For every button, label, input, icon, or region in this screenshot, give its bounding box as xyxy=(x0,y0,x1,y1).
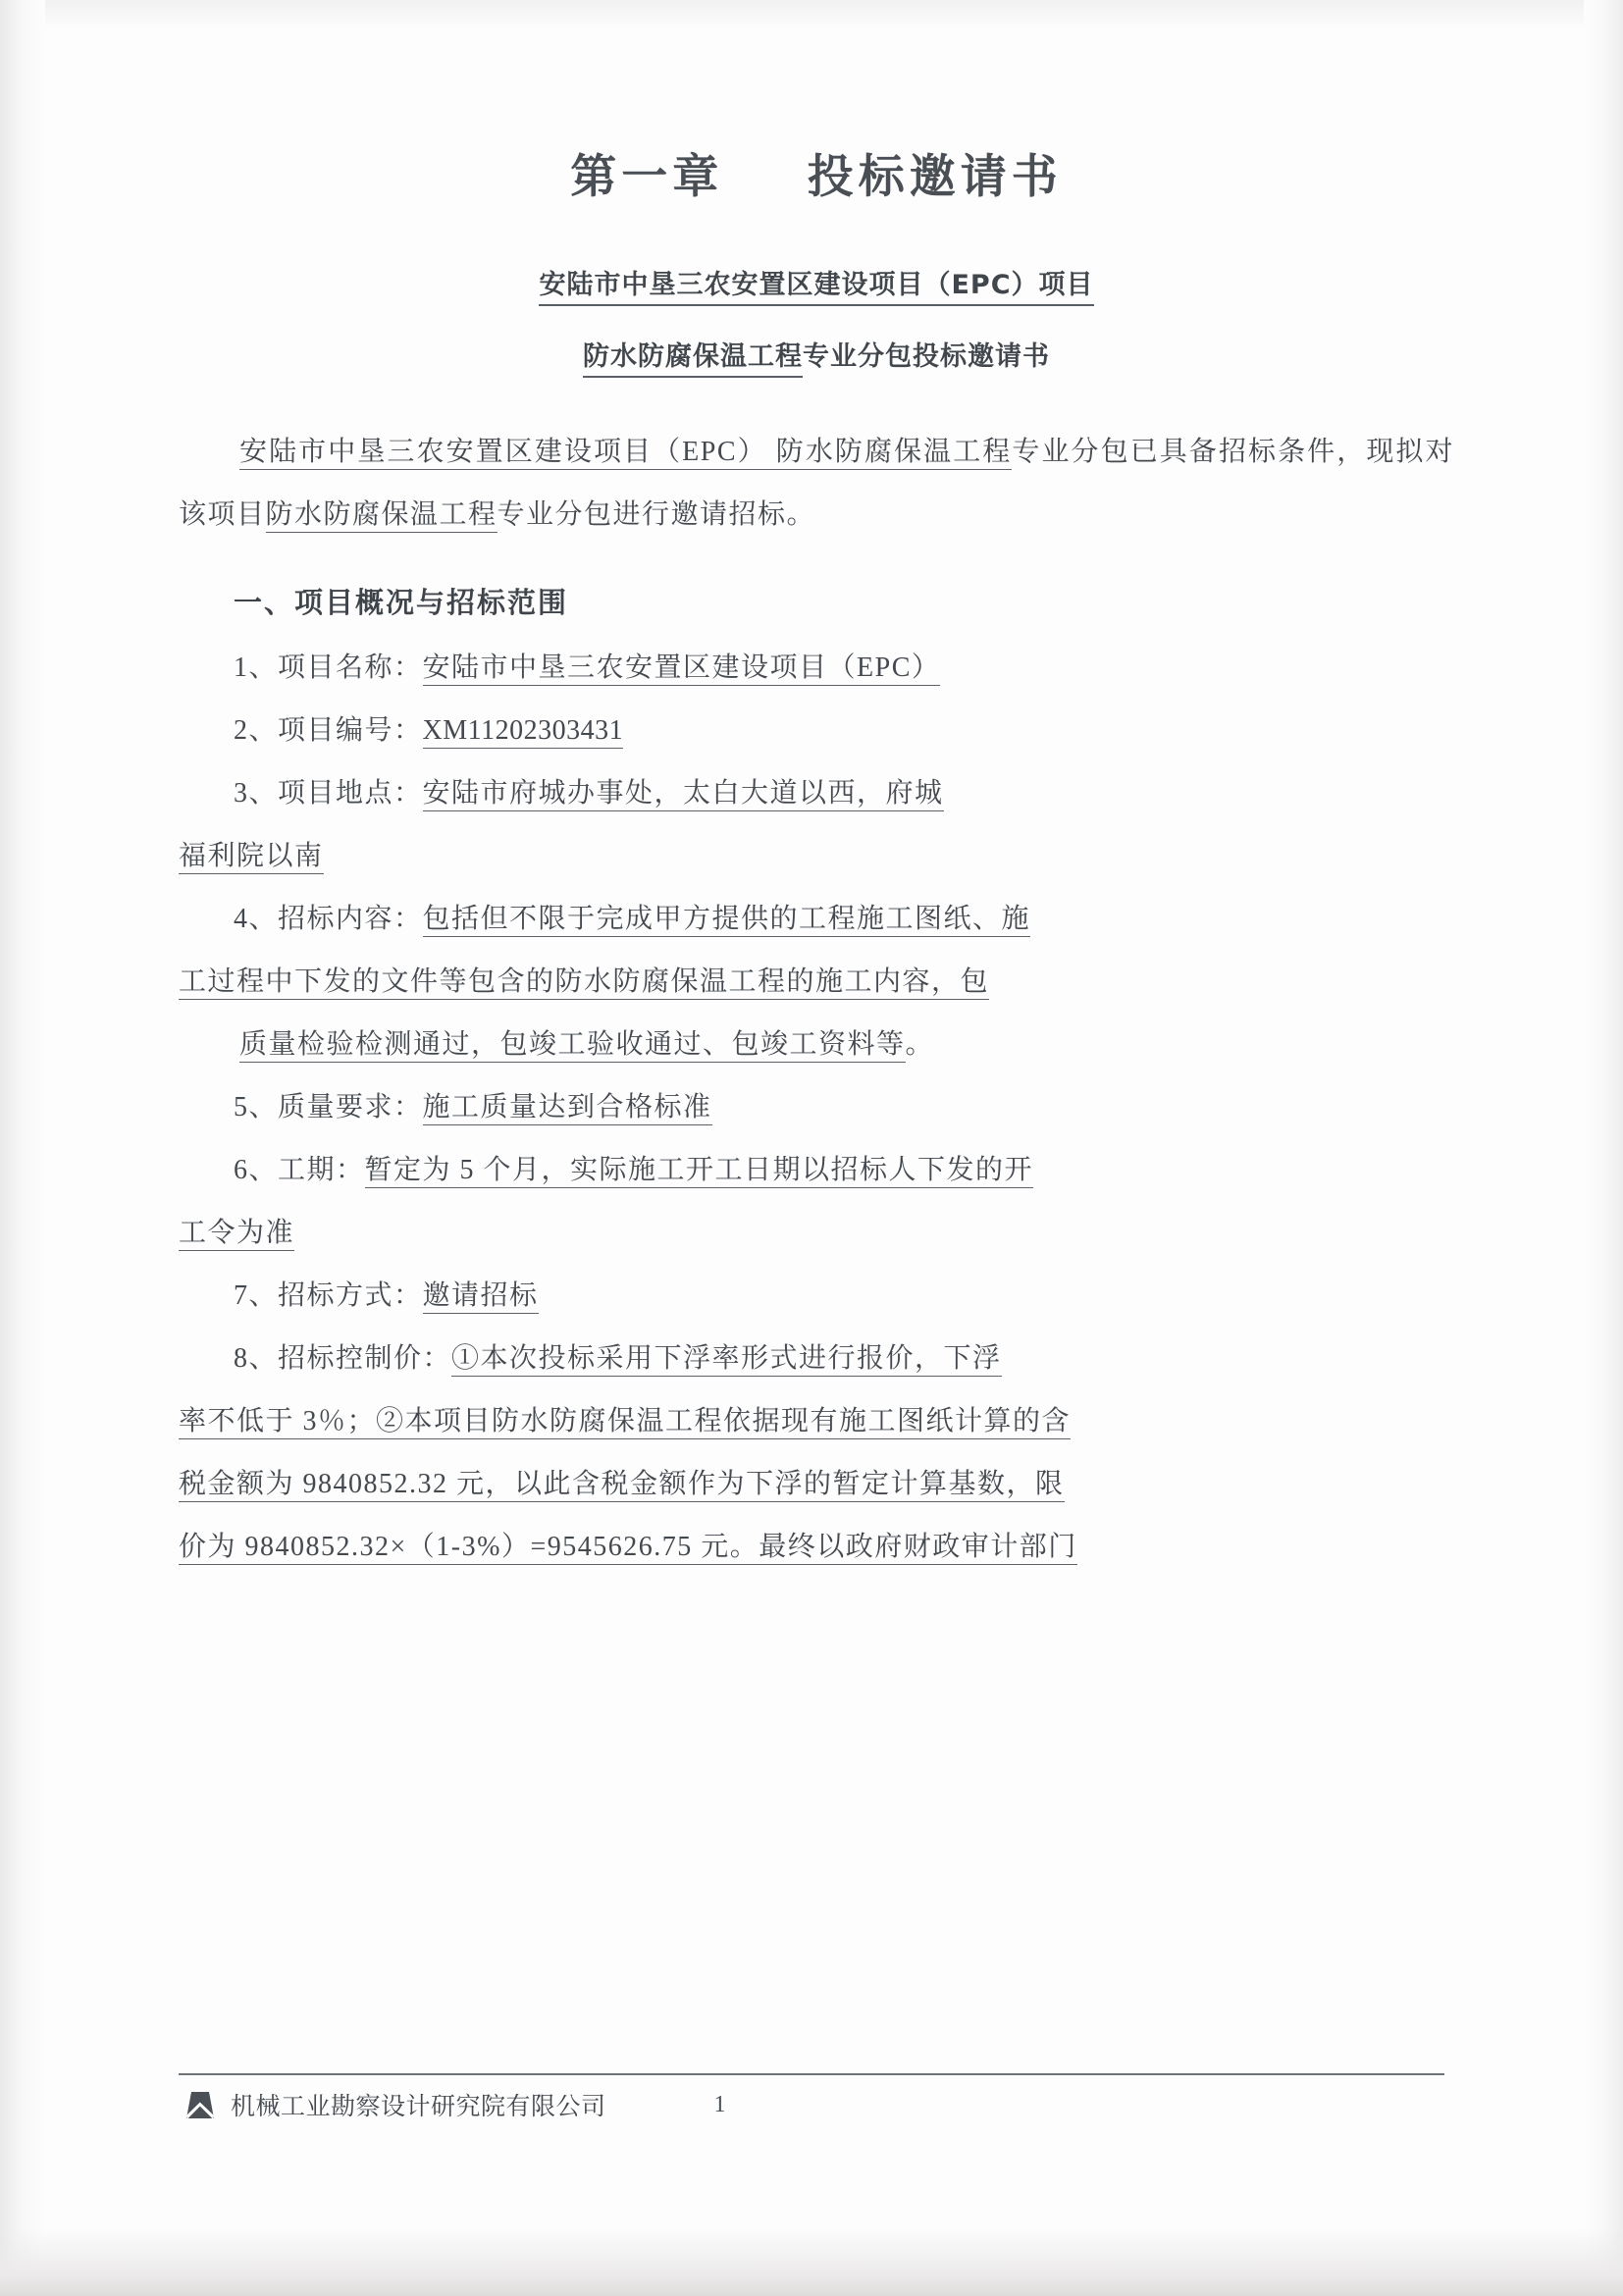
item-8-value-line-2: 率不低于 3％；②本项目防水防腐保温工程依据现有施工图纸计算的含 xyxy=(179,1406,1071,1439)
item-4-value-line-1: 包括但不限于完成甲方提供的工程施工图纸、施 xyxy=(423,904,1031,937)
item-8-value-line-3: 税金额为 9840852.32 元，以此含税金额作为下浮的暂定计算基数，限 xyxy=(179,1469,1065,1502)
item-1-value: 安陆市中垦三农安置区建设项目（EPC） xyxy=(423,652,941,686)
item-tender-control-price xyxy=(179,1328,1454,1390)
mountain-logo-icon xyxy=(179,2090,222,2119)
subtitle-line-2-underlined: 防水防腐保温工程 xyxy=(583,341,803,378)
item-4-value-line-3: 质量检验检测通过，包竣工验收通过、包竣工资料等 xyxy=(239,1029,906,1063)
item-tender-control-price-line-2 xyxy=(179,1390,1454,1453)
intro-underlined-mid: 防水防腐保温工程 xyxy=(266,499,497,533)
footer-page-number: 1 xyxy=(713,2091,726,2117)
item-project-location-continued xyxy=(179,825,1454,888)
item-construction-period-line-2 xyxy=(179,1202,1454,1265)
footer-company-name: 机械工业勘察设计研究院有限公司 xyxy=(231,2092,606,2120)
item-5-value: 施工质量达到合格标准 xyxy=(423,1092,712,1125)
document-subtitle-line-1 xyxy=(179,207,1454,302)
subtitle-line-1-text: 安陆市中垦三农安置区建设项目（EPC）项目 xyxy=(539,270,1093,306)
item-2-value: XM11202303431 xyxy=(423,715,624,749)
item-7-number: 7、 xyxy=(234,1279,279,1311)
item-6-value-line-2: 工令为准 xyxy=(179,1218,294,1251)
intro-underlined-lead: 安陆市中垦三农安置区建设项目（EPC） 防水防腐保温工程 xyxy=(239,437,1012,470)
item-6-number: 6、 xyxy=(234,1154,279,1185)
item-4-label: 招标内容： xyxy=(278,903,423,934)
subtitle-line-2-rest: 专业分包投标邀请书 xyxy=(803,340,1050,372)
item-quality-requirement xyxy=(179,1076,1454,1139)
item-8-number: 8、 xyxy=(234,1342,279,1374)
item-2-number: 2、 xyxy=(234,714,279,746)
intro-paragraph xyxy=(179,374,1454,547)
item-1-number: 1、 xyxy=(234,652,279,683)
item-1-label: 项目名称： xyxy=(278,652,423,683)
scan-shading-left xyxy=(0,0,45,2296)
item-4-value-line-2: 工过程中下发的文件等包含的防水防腐保温工程的施工内容，包 xyxy=(179,966,989,1000)
item-3-label: 项目地点： xyxy=(278,777,423,809)
item-3-value-line-1: 安陆市府城办事处，太白大道以西，府城 xyxy=(423,778,944,811)
section-heading-project-overview: 一、项目概况与招标范围 xyxy=(234,585,569,619)
item-construction-period xyxy=(179,1139,1454,1202)
item-8-value-line-1: ①本次投标采用下浮率形式进行报价，下浮 xyxy=(451,1343,1002,1377)
item-3-number: 3、 xyxy=(234,777,279,809)
document-subtitle-line-2 xyxy=(179,302,1454,374)
document-content xyxy=(179,0,1454,2296)
item-project-number xyxy=(179,700,1454,762)
page-footer xyxy=(179,2073,1444,2152)
item-tender-content-line-3 xyxy=(179,1014,1454,1076)
item-7-value: 邀请招标 xyxy=(423,1280,539,1314)
item-4-value-line-3-tail: 。 xyxy=(905,1028,935,1060)
item-project-location xyxy=(179,762,1454,825)
intro-text-tail: 专业分包进行邀请招标。 xyxy=(497,498,816,530)
item-8-label: 招标控制价： xyxy=(278,1342,452,1374)
item-tender-content-line-2 xyxy=(179,951,1454,1014)
intro-text-after: 专业分包已具备招标条件，现拟对该项目 xyxy=(179,436,1454,530)
item-tender-content xyxy=(179,888,1454,951)
chapter-title: 第一章 投标邀请书 xyxy=(570,150,1063,204)
item-6-label: 工期： xyxy=(278,1154,365,1185)
item-project-name xyxy=(179,637,1454,700)
item-5-number: 5、 xyxy=(234,1091,279,1122)
item-2-label: 项目编号： xyxy=(278,714,423,746)
scan-shading-right xyxy=(1584,0,1623,2296)
item-6-value-line-1: 暂定为 5 个月，实际施工开工日期以招标人下发的开 xyxy=(365,1155,1034,1188)
item-5-label: 质量要求： xyxy=(278,1091,423,1122)
item-tender-control-price-line-4 xyxy=(179,1516,1454,1579)
item-tender-method xyxy=(179,1265,1454,1328)
item-7-label: 招标方式： xyxy=(278,1279,423,1311)
item-8-value-line-4: 价为 9840852.32×（1-3%）=9545626.75 元。最终以政府财政审计部门 xyxy=(179,1532,1077,1565)
footer-row xyxy=(179,2075,1444,2122)
item-tender-control-price-line-3 xyxy=(179,1453,1454,1516)
item-4-number: 4、 xyxy=(234,903,279,934)
item-3-value-line-2: 福利院以南 xyxy=(179,841,324,874)
